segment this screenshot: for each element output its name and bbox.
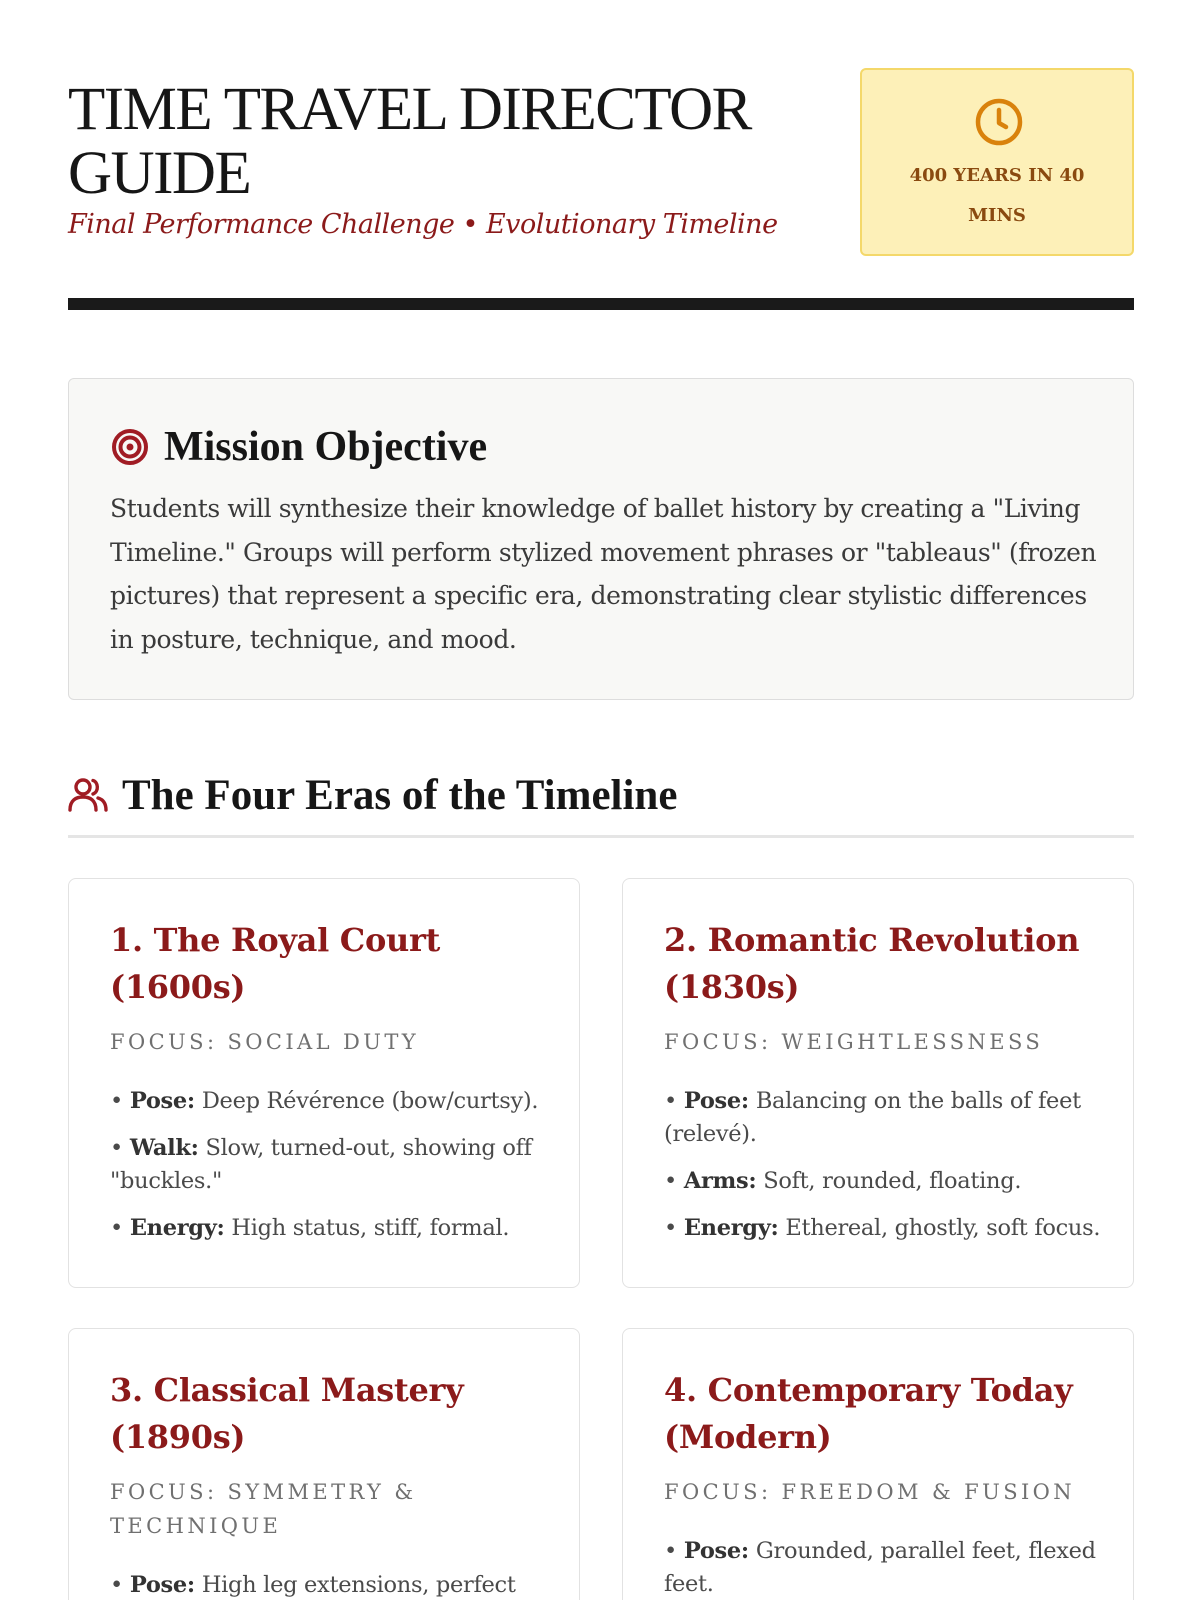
- item-text: Balancing on the balls of feet (relevé).: [664, 1088, 1081, 1147]
- item-label: Energy:: [683, 1215, 779, 1241]
- list-item: • Arms: Soft, rounded, floating.: [664, 1168, 1022, 1194]
- target-icon: [110, 427, 150, 467]
- item-text: Deep Révérence (bow/curtsy).: [201, 1088, 539, 1114]
- item-label: Pose:: [129, 1088, 195, 1114]
- era-items: [664, 1085, 1104, 1259]
- item-text: Ethereal, ghostly, soft focus.: [785, 1215, 1101, 1241]
- era-items: [664, 1535, 1104, 1600]
- item-text: High leg extensions, perfect: [201, 1572, 516, 1598]
- mission-panel: [68, 378, 1134, 700]
- item-text: Slow, turned-out, showing off "buckles.": [110, 1135, 532, 1194]
- page-subtitle: Final Performance Challenge • Evolutionary Timeline: [68, 209, 778, 240]
- item-label: Pose:: [683, 1088, 749, 1114]
- list-item: • Walk: Slow, turned-out, showing off "buckles.": [110, 1135, 532, 1194]
- era-focus: FOCUS: SYMMETRY & TECHNIQUE: [110, 1480, 417, 1538]
- list-item: • Pose: Deep Révérence (bow/curtsy).: [110, 1088, 539, 1114]
- era-focus: FOCUS: SOCIAL DUTY: [110, 1030, 420, 1054]
- mission-heading: [110, 423, 487, 471]
- eras-heading: [68, 772, 1134, 838]
- era-card-romantic-revolution: [622, 878, 1134, 1288]
- item-label: Arms:: [683, 1168, 757, 1194]
- duration-text: 400 YEARS IN 40 MINS: [909, 165, 1085, 226]
- era-card-classical-mastery: [68, 1328, 580, 1600]
- era-title: 3. Classical Mastery (1890s): [110, 1371, 464, 1456]
- eras-title: The Four Eras of the Timeline: [122, 772, 678, 819]
- list-item: • Energy: Ethereal, ghostly, soft focus.: [664, 1215, 1101, 1241]
- list-item: • Energy: High status, stiff, formal.: [110, 1215, 510, 1241]
- duration-badge: [860, 68, 1134, 256]
- item-label: Pose:: [129, 1572, 195, 1598]
- list-item: • Pose: High leg extensions, perfect: [110, 1572, 516, 1598]
- item-label: Walk:: [129, 1135, 199, 1161]
- era-items: [110, 1085, 550, 1259]
- item-text: High status, stiff, formal.: [231, 1215, 510, 1241]
- page-header: [68, 68, 1134, 254]
- list-item: • Pose: Grounded, parallel feet, flexed feet.: [664, 1538, 1096, 1597]
- users-icon: [68, 776, 108, 816]
- era-focus: FOCUS: WEIGHTLESSNESS: [664, 1030, 1044, 1054]
- era-card-royal-court: [68, 878, 580, 1288]
- era-title: 2. Romantic Revolution (1830s): [664, 921, 1080, 1006]
- item-text: Grounded, parallel feet, flexed feet.: [664, 1538, 1096, 1597]
- era-focus: FOCUS: FREEDOM & FUSION: [664, 1480, 1076, 1504]
- clock-icon: [973, 96, 1025, 148]
- era-items: [110, 1569, 550, 1600]
- era-title: 1. The Royal Court (1600s): [110, 921, 441, 1006]
- era-card-contemporary-today: [622, 1328, 1134, 1600]
- mission-text: Students will synthesize their knowledge of ballet history by creating a "Living Timeline." Groups will perform stylized movement phrases or "tableaus" (frozen pictures) that represent a specific era, demonstrating clear stylistic differences in posture, technique, and mood.: [110, 494, 1097, 654]
- item-text: Soft, rounded, floating.: [763, 1168, 1022, 1194]
- list-item: • Pose: Balancing on the balls of feet (relevé).: [664, 1088, 1081, 1147]
- header-divider: [68, 298, 1134, 310]
- item-label: Pose:: [683, 1538, 749, 1564]
- page-title: TIME TRAVEL DIRECTOR GUIDE: [68, 76, 751, 207]
- item-label: Energy:: [129, 1215, 225, 1241]
- mission-title: Mission Objective: [164, 424, 488, 470]
- page: [68, 0, 1134, 1600]
- era-title: 4. Contemporary Today (Modern): [664, 1371, 1073, 1456]
